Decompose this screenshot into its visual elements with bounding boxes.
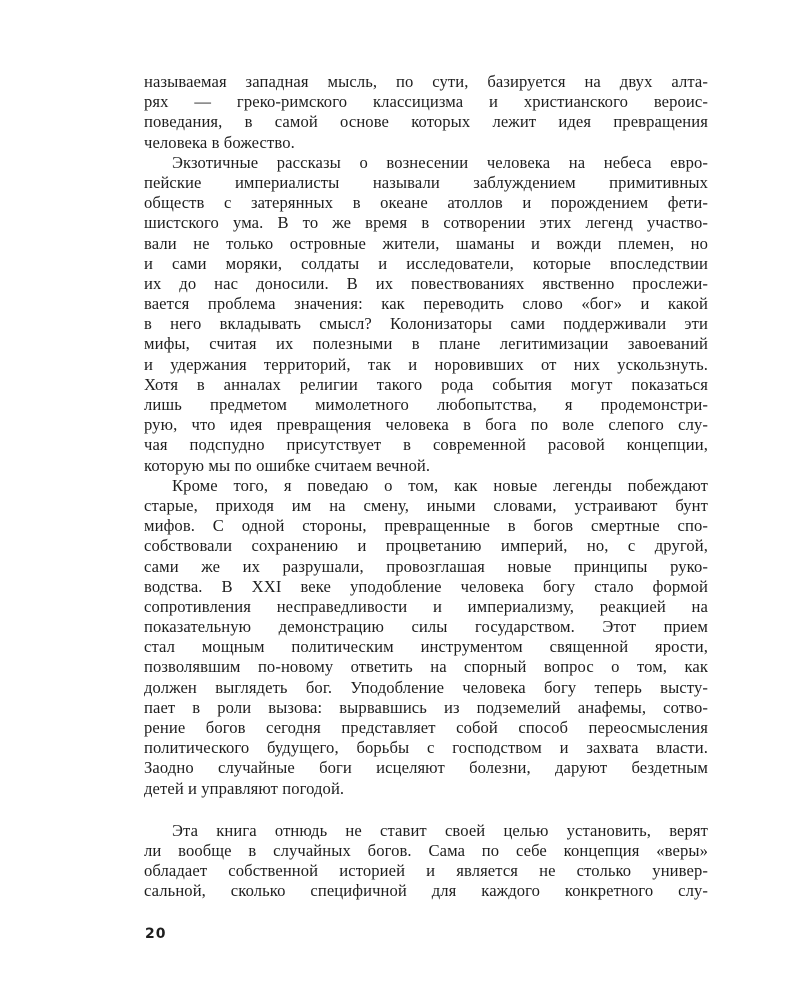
paragraph xyxy=(144,72,708,153)
text-line: политического будущего, борьбы с господством и захвата власти. xyxy=(144,738,708,758)
text-line: водства. В XXI веке уподобление человека богу стало формой xyxy=(144,576,708,596)
text-line: рение богов сегодня представляет собой способ переосмысления xyxy=(144,718,708,737)
paragraph xyxy=(144,821,708,902)
text-line: Заодно случайные боги исцеляют болезни, даруют бездетным xyxy=(144,758,708,778)
text-line: позволявшим по-новому ответить на спорный вопрос о том, как xyxy=(144,657,708,677)
text-line: пейские империалисты называли заблуждением примитивных xyxy=(144,172,708,192)
text-line: ли вообще в случайных богов. Сама по себе концепция «веры» xyxy=(144,840,708,860)
page-number: 20 xyxy=(145,926,167,942)
text-line: Экзотичные рассказы о вознесении человека на небеса евро- xyxy=(172,152,708,172)
text-line: их до нас доносили. В их повествованиях явственно прослежи- xyxy=(144,273,708,293)
text-line: Хотя в анналах религии такого рода события могут показаться xyxy=(144,374,708,394)
text-line: собствовали сохранению и процветанию империй, но, с другой, xyxy=(144,536,708,556)
text-line: чая подспудно присутствует в современной расовой концепции, xyxy=(144,435,708,455)
text-line: лишь предметом мимолетного любопытства, я продемонстри- xyxy=(144,395,708,414)
text-line: показательную демонстрацию силы государством. Этот прием xyxy=(144,617,708,637)
paragraph xyxy=(144,476,708,799)
text-line: обладает собственной историей и является не столько универ- xyxy=(144,861,708,881)
text-line: и сами моряки, солдаты и исследователи, которые впоследствии xyxy=(144,253,708,273)
text-line: шистского ума. В то же время в сотворении этих легенд участво- xyxy=(144,213,708,233)
text-line: называемая западная мысль, по сути, базируется на двух алта- xyxy=(144,72,708,91)
text-line: в него вкладывать смысл? Колонизаторы сами поддерживали эти xyxy=(144,314,708,334)
text-line: поведания, в самой основе которых лежит идея превращения xyxy=(144,112,708,132)
text-line: сопротивления несправедливости и империализму, реакцией на xyxy=(144,596,708,616)
text-line: детей и управляют погодой. xyxy=(144,778,345,798)
section-break xyxy=(144,799,708,821)
paragraph xyxy=(144,153,708,476)
page-body xyxy=(144,72,708,902)
text-line: Кроме того, я поведаю о том, как новые легенды побеждают xyxy=(172,475,708,495)
text-line: человека в божество. xyxy=(144,132,295,152)
text-line: вается проблема значения: как переводить слово «бог» и какой xyxy=(144,294,708,314)
text-line: обществ с затерянных в океане атоллов и порождением фети- xyxy=(144,193,708,213)
text-line: стал мощным политическим инструментом священной ярости, xyxy=(144,637,708,657)
text-line: старые, приходя им на смену, иными словами, устраивают бунт xyxy=(144,495,708,515)
text-line: вали не только островные жители, шаманы и вожди племен, но xyxy=(144,233,708,253)
text-line: и удержания территорий, так и норовивших от них ускользнуть. xyxy=(144,354,708,374)
text-line: должен выглядеть бог. Уподобление человека богу теперь высту- xyxy=(144,677,708,697)
text-line: сами же их разрушали, провозглашая новые принципы руко- xyxy=(144,556,708,576)
text-line: пает в роли вызова: вырвавшись из подземелий анафемы, сотво- xyxy=(144,697,708,717)
text-line: рях — греко-римского классицизма и христианского вероис- xyxy=(144,92,708,112)
text-line: которую мы по ошибке считаем вечной. xyxy=(144,455,431,475)
text-line: мифов. С одной стороны, превращенные в богов смертные спо- xyxy=(144,516,708,536)
text-line: мифы, считая их полезными в плане легитимизации завоеваний xyxy=(144,334,708,354)
text-line: рую, что идея превращения человека в бога по воле слепого слу- xyxy=(144,415,708,435)
text-line: сальной, сколько специфичной для каждого конкретного слу- xyxy=(144,881,708,901)
text-line: Эта книга отнюдь не ставит своей целью установить, верят xyxy=(172,820,708,840)
